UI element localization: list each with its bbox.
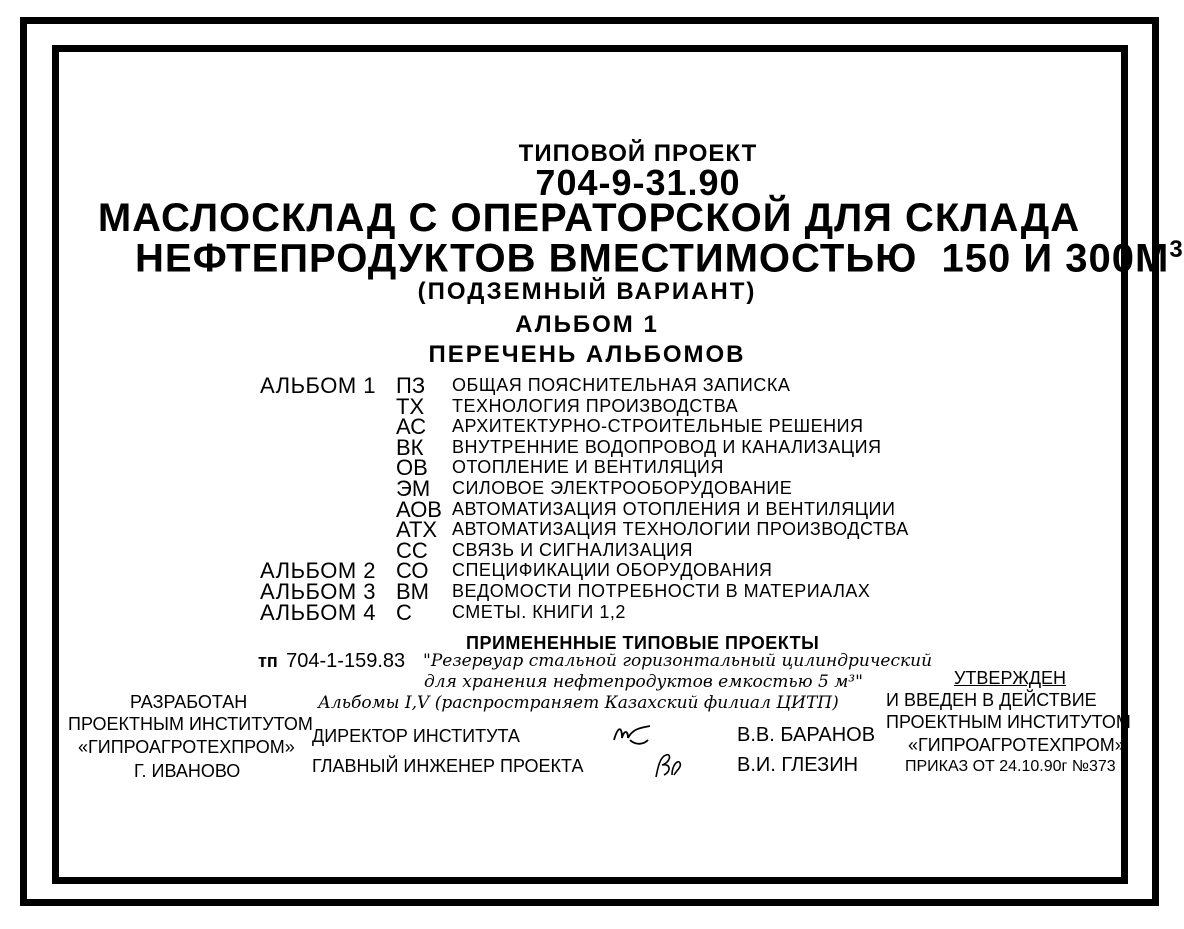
album-row-desc: СВЯЗЬ И СИГНАЛИЗАЦИЯ — [452, 539, 693, 560]
album-row-label: АЛЬБОМ 2 — [260, 558, 377, 584]
approved-line3: ПРОЕКТНЫМ ИНСТИТУТОМ — [886, 712, 1131, 732]
album-row-code: ТХ — [396, 393, 425, 419]
album-row-code: АОВ — [396, 496, 442, 522]
album-row-label: АЛЬБОМ 4 — [260, 599, 377, 625]
director-title: ДИРЕКТОР ИНСТИТУТА — [312, 726, 520, 746]
applied-desc-line1: "Резервуар стальной горизонтальный цилиндрический — [423, 651, 933, 671]
title-line2-text: НЕФТЕПРОДУКТОВ ВМЕСТИМОСТЬЮ 150 И 300М — [135, 236, 1170, 281]
chief-name: В.И. ГЛЕЗИН — [737, 754, 859, 776]
developed-line2: ПРОЕКТНЫМ ИНСТИТУТОМ — [68, 714, 313, 734]
developed-line1: РАЗРАБОТАН — [130, 692, 248, 712]
tp-row — [258, 650, 405, 673]
album-row-desc: СМЕТЫ. КНИГИ 1,2 — [452, 601, 626, 622]
applied-desc-line3: Альбомы I,V (распространяет Казахский филиал ЦИТП) — [318, 693, 839, 713]
title-line2 — [135, 236, 1184, 281]
variant: (ПОДЗЕМНЫЙ ВАРИАНТ) — [417, 278, 757, 305]
developed-line3: «ГИПРОАГРОТЕХПРОМ» — [78, 737, 295, 757]
director-name: В.В. БАРАНОВ — [737, 724, 876, 746]
albums-list-title: ПЕРЕЧЕНЬ АЛЬБОМОВ — [428, 341, 746, 368]
album-row-desc: ОБЩАЯ ПОЯСНИТЕЛЬНАЯ ЗАПИСКА — [452, 375, 791, 395]
album-row-code: ЭМ — [396, 476, 431, 501]
album-row-desc: ОТОПЛЕНИЕ И ВЕНТИЛЯЦИЯ — [452, 457, 724, 478]
approved-line2: И ВВЕДЕН В ДЕЙСТВИЕ — [886, 690, 1097, 710]
album-row-code: СО — [396, 558, 429, 584]
album-row-label: АЛЬБОМ 3 — [260, 579, 377, 604]
album-title: АЛЬБОМ 1 — [515, 311, 659, 338]
album-row-code: ВК — [396, 434, 424, 460]
approved-line5: ПРИКАЗ ОТ 24.10.90г №373 — [905, 758, 1116, 775]
chief-signature-mark — [652, 749, 684, 781]
developed-line4: Г. ИВАНОВО — [134, 761, 241, 781]
album-row-code: АС — [396, 414, 427, 440]
director-signature-mark — [612, 722, 652, 748]
album-row-desc: СИЛОВОЕ ЭЛЕКТРООБОРУДОВАНИЕ — [452, 478, 793, 498]
album-row-code: СС — [396, 537, 428, 563]
applied-desc-line2: для хранения нефтепродуктов емкостью 5 м³" — [424, 672, 863, 692]
album-row-desc: СПЕЦИФИКАЦИИ ОБОРУДОВАНИЯ — [452, 560, 773, 581]
album-row-code: ОВ — [396, 455, 428, 481]
album-row-code: ВМ — [396, 579, 429, 604]
album-row-code: ПЗ — [396, 373, 426, 398]
director-signature — [612, 722, 652, 753]
album-row-code: АТХ — [396, 517, 438, 543]
album-row-desc: АВТОМАТИЗАЦИЯ ОТОПЛЕНИЯ И ВЕНТИЛЯЦИИ — [452, 498, 896, 519]
album-row-code: С — [396, 599, 412, 625]
approved-line1: УТВЕРЖДЕН — [954, 668, 1067, 688]
tp-number: 704-1-159.83 — [286, 650, 406, 672]
album-row-label: АЛЬБОМ 1 — [260, 373, 377, 398]
tp-label: тп — [258, 651, 278, 671]
album-row-desc: АВТОМАТИЗАЦИЯ ТЕХНОЛОГИИ ПРОИЗВОДСТВА — [452, 519, 909, 540]
album-row-desc: АРХИТЕКТУРНО-СТРОИТЕЛЬНЫЕ РЕШЕНИЯ — [452, 416, 864, 437]
title-line1: МАСЛОСКЛАД С ОПЕРАТОРСКОЙ ДЛЯ СКЛАДА — [97, 196, 1081, 240]
chief-signature — [652, 749, 684, 786]
album-row-desc: ТЕХНОЛОГИЯ ПРОИЗВОДСТВА — [452, 395, 739, 416]
project-number: 704-9-31.90 — [535, 162, 741, 203]
approved-line4: «ГИПРОАГРОТЕХПРОМ» — [908, 735, 1125, 755]
album-row-desc: ВНУТРЕННИЕ ВОДОПРОВОД И КАНАЛИЗАЦИЯ — [452, 436, 882, 457]
chief-title: ГЛАВНЫЙ ИНЖЕНЕР ПРОЕКТА — [312, 756, 584, 776]
applied-title: ПРИМЕНЕННЫЕ ТИПОВЫЕ ПРОЕКТЫ — [466, 633, 820, 653]
title-unit-sup: 3 — [1169, 236, 1184, 263]
album-row-desc: ВЕДОМОСТИ ПОТРЕБНОСТИ В МАТЕРИАЛАХ — [452, 581, 871, 601]
project-type: ТИПОВОЙ ПРОЕКТ — [518, 140, 758, 167]
